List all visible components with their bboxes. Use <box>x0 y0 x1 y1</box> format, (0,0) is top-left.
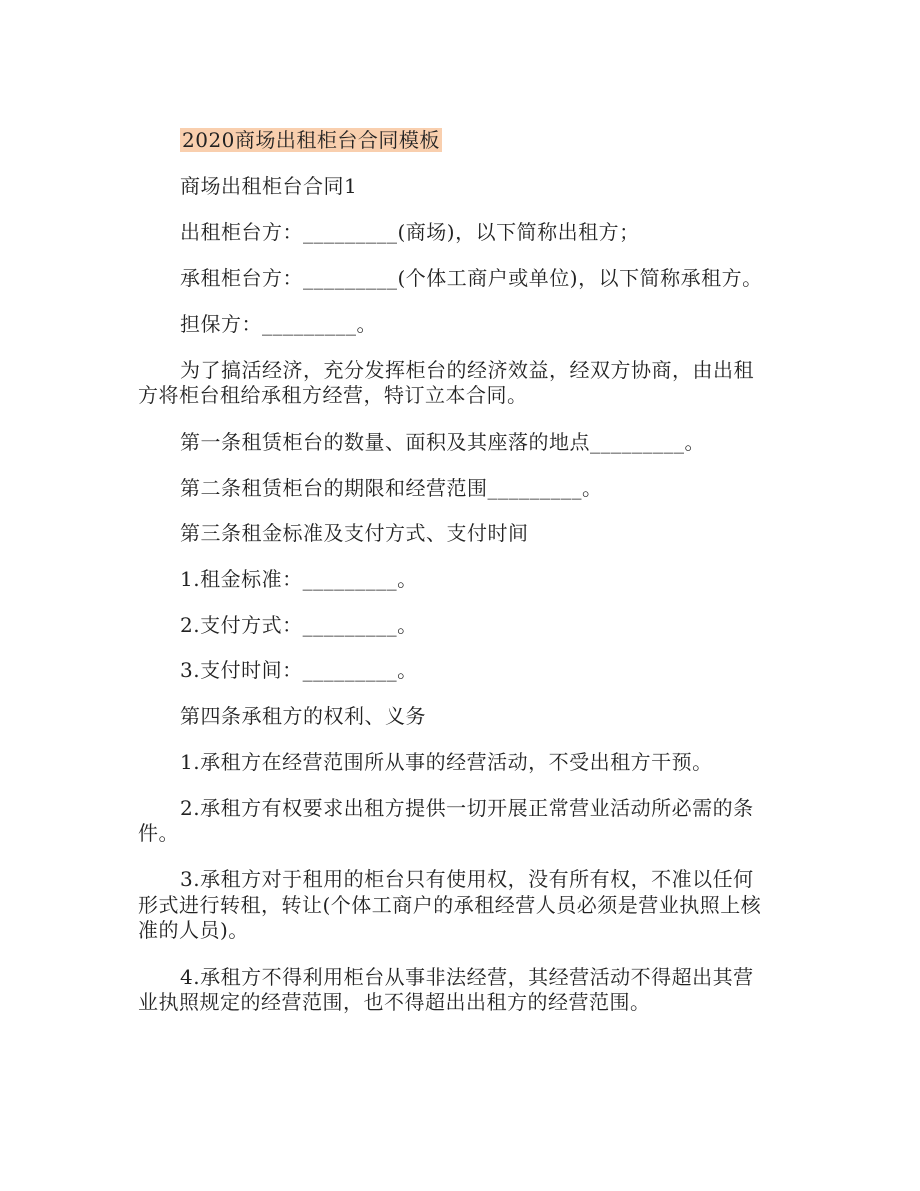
lessor-line: 出租柜台方：_________(商场)，以下简称出租方； <box>180 220 640 244</box>
article-4-item-4-line-2: 业执照规定的经营范围，也不得超出出租方的经营范围。 <box>138 990 651 1014</box>
article-4-item-3-line-2: 形式进行转租，转让(个体工商户的承租经营人员必须是营业执照上核 <box>138 893 762 917</box>
document-title <box>180 128 442 152</box>
article-4-item-3-line-1: 3.承租方对于租用的柜台只有使用权，没有所有权，不准以任何 <box>180 867 754 891</box>
article-3-item-2: 2.支付方式：_________。 <box>180 613 418 637</box>
article-2: 第二条租赁柜台的期限和经营范围_________。 <box>180 476 603 500</box>
article-4: 第四条承租方的权利、义务 <box>180 704 426 728</box>
guarantor-line: 担保方：_________。 <box>180 312 377 336</box>
article-4-item-1: 1.承租方在经营范围所从事的经营活动，不受出租方干预。 <box>180 750 713 774</box>
article-3: 第三条租金标准及支付方式、支付时间 <box>180 521 529 545</box>
lessee-line: 承租柜台方：_________(个体工商户或单位)，以下简称承租方。 <box>180 266 763 290</box>
article-4-item-4-line-1: 4.承租方不得利用柜台从事非法经营，其经营活动不得超出其营 <box>180 965 754 989</box>
article-4-item-2-line-1: 2.承租方有权要求出租方提供一切开展正常营业活动所必需的条 <box>180 796 754 820</box>
article-3-item-3: 3.支付时间：_________。 <box>180 658 418 682</box>
intro-paragraph-line-2: 方将柜台租给承租方经营，特订立本合同。 <box>138 383 528 407</box>
article-3-item-1: 1.租金标准：_________。 <box>180 567 418 591</box>
article-1: 第一条租赁柜台的数量、面积及其座落的地点_________。 <box>180 430 705 454</box>
title-highlight: 2020商场出租柜台合同模板 <box>182 128 440 152</box>
article-4-item-3-line-3: 准的人员)。 <box>138 918 249 942</box>
article-4-item-2-line-2: 件。 <box>138 821 179 845</box>
contract-subtitle: 商场出租柜台合同1 <box>180 174 358 198</box>
intro-paragraph-line-1: 为了搞活经济，充分发挥柜台的经济效益，经双方协商，由出租 <box>180 358 754 382</box>
